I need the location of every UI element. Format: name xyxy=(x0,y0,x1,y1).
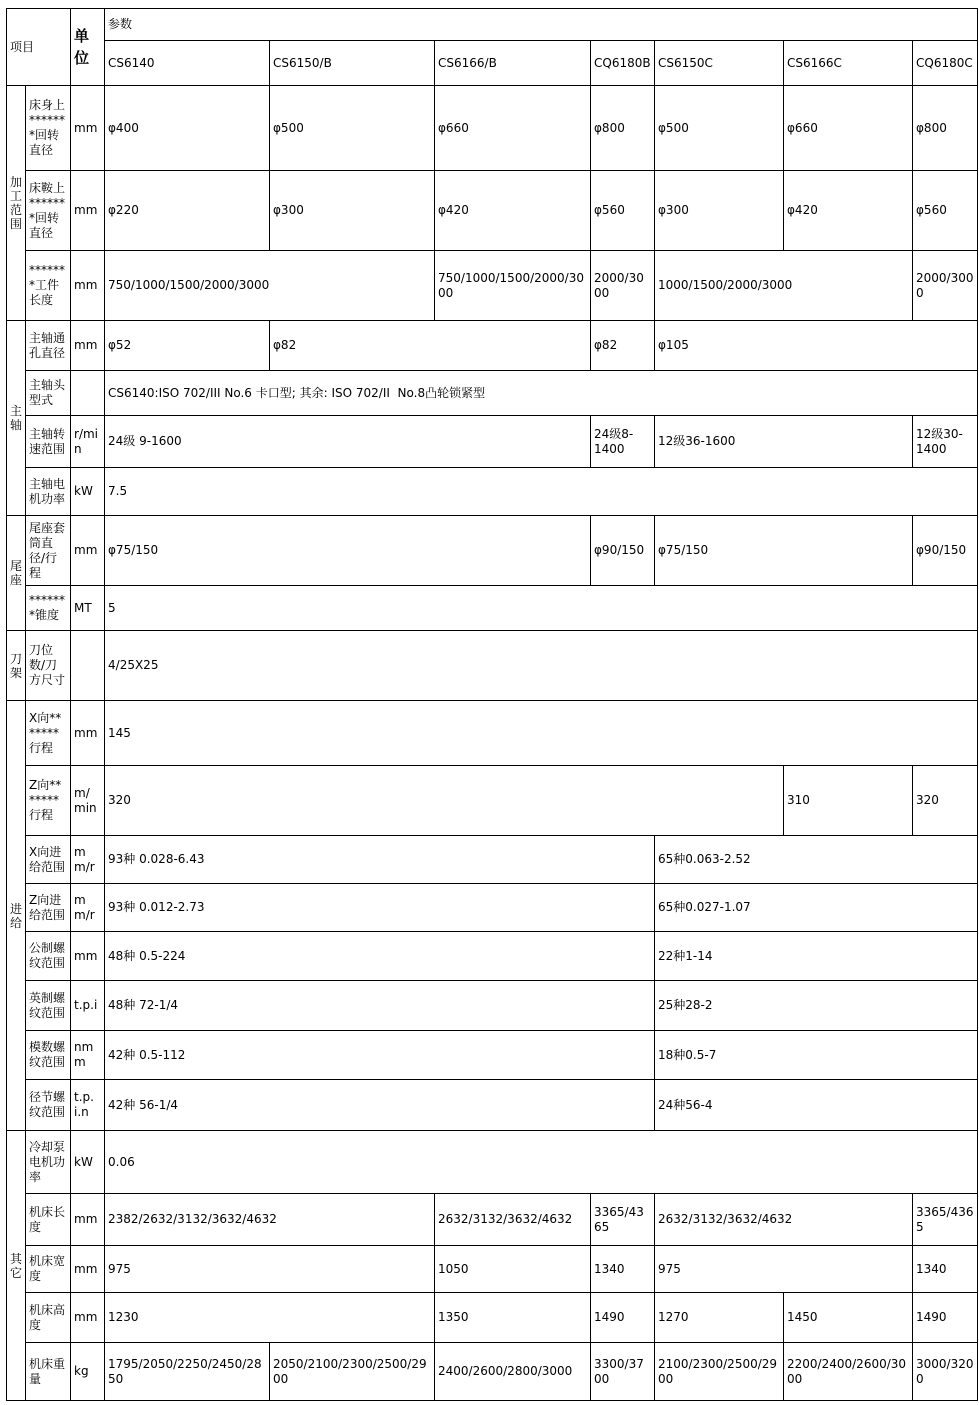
unit-cell: kg xyxy=(71,1343,105,1401)
unit-cell xyxy=(71,631,105,701)
spec-value: 65种0.027-1.07 xyxy=(655,884,978,932)
spec-value: φ660 xyxy=(435,86,591,171)
spec-value: 2382/2632/3132/3632/4632 xyxy=(105,1194,435,1246)
table-row xyxy=(7,631,978,701)
spec-value: 975 xyxy=(105,1246,435,1293)
spec-value: φ52 xyxy=(105,321,270,371)
spec-value: φ560 xyxy=(591,171,655,251)
spec-value: φ800 xyxy=(591,86,655,171)
spec-value: 24种56-4 xyxy=(655,1080,978,1131)
group-label: 进给 xyxy=(7,701,26,1131)
table-row xyxy=(7,701,978,766)
unit-cell: mm xyxy=(71,171,105,251)
table-row xyxy=(7,766,978,836)
group-label: 刀架 xyxy=(7,631,26,701)
row-label: 冷却泵电机功率 xyxy=(26,1131,71,1194)
row-label: Z向进给范围 xyxy=(26,884,71,932)
row-label: 刀位数/刀方尺寸 xyxy=(26,631,71,701)
spec-value: 3365/4365 xyxy=(591,1194,655,1246)
spec-value: 1340 xyxy=(913,1246,978,1293)
table-row xyxy=(7,1194,978,1246)
table-row xyxy=(7,468,978,516)
unit-cell: m/min xyxy=(71,766,105,836)
row-label: 径节螺纹范围 xyxy=(26,1080,71,1131)
corner-unit-header xyxy=(71,9,105,86)
spec-value: φ75/150 xyxy=(105,516,591,586)
row-label: 公制螺纹范围 xyxy=(26,932,71,981)
model-header: CS6166/B xyxy=(435,41,591,86)
spec-value: 7.5 xyxy=(105,468,978,516)
table-row xyxy=(7,86,978,171)
spec-value: 320 xyxy=(105,766,784,836)
row-label: X向进给范围 xyxy=(26,836,71,884)
row-label: *******工件长度 xyxy=(26,251,71,321)
model-header: CQ6180C xyxy=(913,41,978,86)
row-label: X向*******行程 xyxy=(26,701,71,766)
spec-value: φ75/150 xyxy=(655,516,913,586)
group-label: 加工范围 xyxy=(7,86,26,321)
spec-value: 1000/1500/2000/3000 xyxy=(655,251,913,321)
corner-item-header: 项目 xyxy=(7,9,71,86)
unit-cell: t.p.i.n xyxy=(71,1080,105,1131)
table-row xyxy=(7,1131,978,1194)
spec-value: 65种0.063-2.52 xyxy=(655,836,978,884)
unit-cell xyxy=(71,371,105,416)
row-label: Z向*******行程 xyxy=(26,766,71,836)
spec-value: φ500 xyxy=(655,86,784,171)
table-row xyxy=(7,1246,978,1293)
spec-value: 0.06 xyxy=(105,1131,978,1194)
spec-value: 1340 xyxy=(591,1246,655,1293)
table-row xyxy=(7,416,978,468)
spec-value: 93种 0.012-2.73 xyxy=(105,884,655,932)
unit-cell: kW xyxy=(71,1131,105,1194)
param-header: 参数 xyxy=(105,9,978,41)
unit-cell: mm/r xyxy=(71,884,105,932)
unit-cell: MT xyxy=(71,586,105,631)
unit-cell: mm xyxy=(71,701,105,766)
spec-value: 310 xyxy=(784,766,913,836)
spec-value: 1050 xyxy=(435,1246,591,1293)
row-label: 模数螺纹范围 xyxy=(26,1031,71,1080)
spec-value: 25种28-2 xyxy=(655,981,978,1031)
row-label: 主轴通孔直径 xyxy=(26,321,71,371)
table-row xyxy=(7,516,978,586)
spec-value: φ420 xyxy=(435,171,591,251)
row-label: 主轴转速范围 xyxy=(26,416,71,468)
spec-value: 2200/2400/2600/3000 xyxy=(784,1343,913,1401)
spec-value: 48种 0.5-224 xyxy=(105,932,655,981)
spec-value: φ800 xyxy=(913,86,978,171)
row-label: 机床宽度 xyxy=(26,1246,71,1293)
spec-value: 2100/2300/2500/2900 xyxy=(655,1343,784,1401)
spec-value: 320 xyxy=(913,766,978,836)
table-header-row-2 xyxy=(7,41,978,86)
table-row xyxy=(7,884,978,932)
row-label: 机床长度 xyxy=(26,1194,71,1246)
spec-value: 1795/2050/2250/2450/2850 xyxy=(105,1343,270,1401)
table-row xyxy=(7,371,978,416)
model-header: CS6166C xyxy=(784,41,913,86)
spec-value: 22种1-14 xyxy=(655,932,978,981)
group-label: 主轴 xyxy=(7,321,26,516)
table-row xyxy=(7,981,978,1031)
corner-unit-label: 单位 xyxy=(74,27,90,67)
row-label: 英制螺纹范围 xyxy=(26,981,71,1031)
row-label: *******锥度 xyxy=(26,586,71,631)
spec-value: 93种 0.028-6.43 xyxy=(105,836,655,884)
spec-value: 48种 72-1/4 xyxy=(105,981,655,1031)
spec-value: φ300 xyxy=(270,171,435,251)
spec-value: 1350 xyxy=(435,1293,591,1343)
table-row xyxy=(7,1343,978,1401)
spec-value: 750/1000/1500/2000/3000 xyxy=(435,251,591,321)
spec-value: φ420 xyxy=(784,171,913,251)
spec-value: 1490 xyxy=(591,1293,655,1343)
spec-value: 1450 xyxy=(784,1293,913,1343)
unit-cell: mm xyxy=(71,251,105,321)
spec-value: φ560 xyxy=(913,171,978,251)
table-row xyxy=(7,1080,978,1131)
model-header: CS6140 xyxy=(105,41,270,86)
model-header: CS6150/B xyxy=(270,41,435,86)
row-label: 床鞍上*******回转直径 xyxy=(26,171,71,251)
spec-value: 2000/3000 xyxy=(913,251,978,321)
table-row xyxy=(7,1293,978,1343)
unit-cell: t.p.i xyxy=(71,981,105,1031)
spec-value: φ400 xyxy=(105,86,270,171)
spec-value: 42种 56-1/4 xyxy=(105,1080,655,1131)
unit-cell: mm xyxy=(71,1246,105,1293)
spec-value: 24级 9-1600 xyxy=(105,416,591,468)
row-label: 尾座套筒直径/行程 xyxy=(26,516,71,586)
unit-cell: mm/r xyxy=(71,836,105,884)
spec-value: φ82 xyxy=(270,321,591,371)
spec-value: φ220 xyxy=(105,171,270,251)
group-label: 尾座 xyxy=(7,516,26,631)
table-row xyxy=(7,932,978,981)
spec-value: 145 xyxy=(105,701,978,766)
table-row xyxy=(7,1031,978,1080)
table-row xyxy=(7,836,978,884)
row-label: 机床重量 xyxy=(26,1343,71,1401)
unit-cell: mm xyxy=(71,86,105,171)
spec-value: 24级8-1400 xyxy=(591,416,655,468)
table-header-row-1 xyxy=(7,9,978,41)
spec-value: 42种 0.5-112 xyxy=(105,1031,655,1080)
table-row xyxy=(7,586,978,631)
spec-value: φ660 xyxy=(784,86,913,171)
spec-table xyxy=(6,8,978,1401)
unit-cell: kW xyxy=(71,468,105,516)
row-label: 主轴电机功率 xyxy=(26,468,71,516)
group-label: 其它 xyxy=(7,1131,26,1401)
unit-cell: mm xyxy=(71,1194,105,1246)
spec-value: 750/1000/1500/2000/3000 xyxy=(105,251,435,321)
spec-value: φ300 xyxy=(655,171,784,251)
spec-value: 2632/3132/3632/4632 xyxy=(655,1194,913,1246)
spec-value: 3300/3700 xyxy=(591,1343,655,1401)
unit-cell: mm xyxy=(71,1293,105,1343)
spec-value: 3000/3200 xyxy=(913,1343,978,1401)
unit-cell: mm xyxy=(71,321,105,371)
model-header: CS6150C xyxy=(655,41,784,86)
row-label: 床身上*******回转直径 xyxy=(26,86,71,171)
row-label: 主轴头型式 xyxy=(26,371,71,416)
spec-value: CS6140:ISO 702/III No.6 卡口型; 其余: ISO 702/II No.8凸轮锁紧型 xyxy=(105,371,978,416)
spec-value: 12级30-1400 xyxy=(913,416,978,468)
spec-value: 5 xyxy=(105,586,978,631)
spec-value: 2400/2600/2800/3000 xyxy=(435,1343,591,1401)
spec-value: 975 xyxy=(655,1246,913,1293)
spec-value: 1230 xyxy=(105,1293,435,1343)
spec-value: φ105 xyxy=(655,321,978,371)
spec-value: 2050/2100/2300/2500/2900 xyxy=(270,1343,435,1401)
spec-value: 18种0.5-7 xyxy=(655,1031,978,1080)
model-header: CQ6180B xyxy=(591,41,655,86)
spec-value: φ90/150 xyxy=(591,516,655,586)
spec-value: φ500 xyxy=(270,86,435,171)
spec-value: 1490 xyxy=(913,1293,978,1343)
spec-value: φ90/150 xyxy=(913,516,978,586)
row-label: 机床高度 xyxy=(26,1293,71,1343)
spec-value: 1270 xyxy=(655,1293,784,1343)
spec-value: 12级36-1600 xyxy=(655,416,913,468)
unit-cell: r/min xyxy=(71,416,105,468)
spec-value: 4/25X25 xyxy=(105,631,978,701)
table-row xyxy=(7,321,978,371)
unit-cell: mm xyxy=(71,932,105,981)
unit-cell: nmm xyxy=(71,1031,105,1080)
spec-value: φ82 xyxy=(591,321,655,371)
unit-cell: mm xyxy=(71,516,105,586)
spec-value: 3365/4365 xyxy=(913,1194,978,1246)
table-row xyxy=(7,171,978,251)
spec-value: 2000/3000 xyxy=(591,251,655,321)
spec-value: 2632/3132/3632/4632 xyxy=(435,1194,591,1246)
table-row xyxy=(7,251,978,321)
